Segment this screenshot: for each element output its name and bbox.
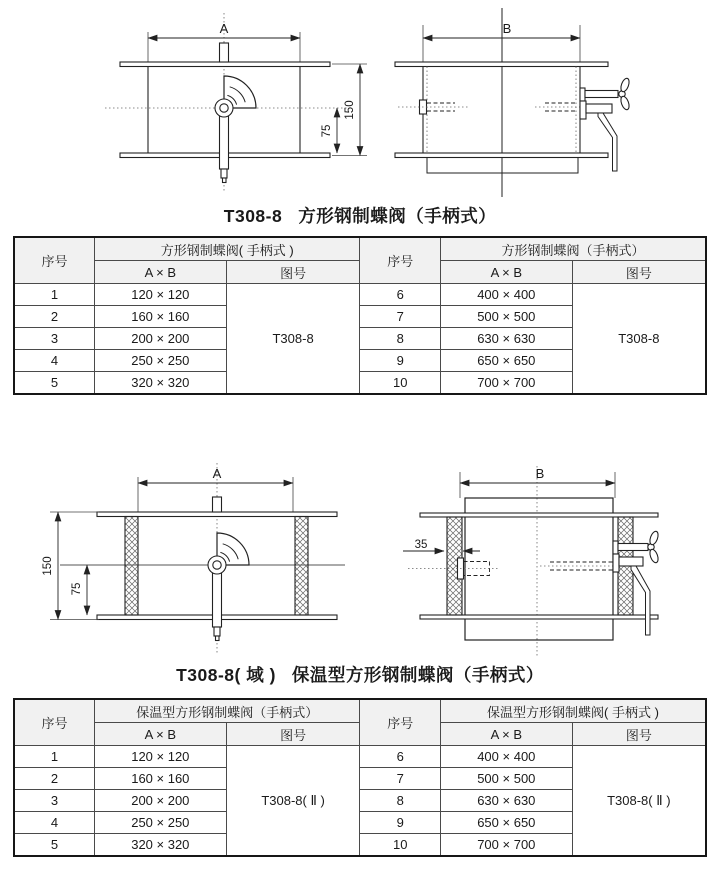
dimension-label-75: 75 xyxy=(71,582,83,596)
seq-cell: 7 xyxy=(360,306,440,328)
seq-header: 序号 xyxy=(360,699,440,746)
size-table-insulated xyxy=(13,698,707,857)
insulated-valve-drawings xyxy=(0,458,720,663)
group-header: 保温型方形钢制蝶阀( 手柄式 ) xyxy=(440,699,706,723)
dimension-label-150: 150 xyxy=(42,556,54,576)
dimension-label-b: B xyxy=(502,21,512,36)
size-header: A × B xyxy=(440,723,572,746)
model-code: T308-8 xyxy=(223,206,283,226)
size-cell: 630 × 630 xyxy=(440,790,572,812)
seq-header: 序号 xyxy=(14,699,94,746)
size-cell: 160 × 160 xyxy=(94,768,226,790)
size-cell: 120 × 120 xyxy=(94,284,226,306)
group-header: 保温型方形钢制蝶阀（手柄式） xyxy=(94,699,360,723)
figure-cell: T308-8 xyxy=(226,284,360,395)
figure-header: 图号 xyxy=(572,723,706,746)
size-cell: 400 × 400 xyxy=(440,284,572,306)
size-header: A × B xyxy=(94,723,226,746)
size-header: A × B xyxy=(440,261,572,284)
seq-cell: 10 xyxy=(360,372,440,395)
insulated-valve-side-view xyxy=(403,466,660,658)
seq-cell: 1 xyxy=(14,746,94,768)
insulated-valve-front-view xyxy=(42,463,345,653)
model-code: T308-8( 域 ) xyxy=(176,665,276,685)
size-cell: 500 × 500 xyxy=(440,306,572,328)
size-cell: 400 × 400 xyxy=(440,746,572,768)
seq-cell: 9 xyxy=(360,812,440,834)
seq-cell: 5 xyxy=(14,372,94,395)
figure-header: 图号 xyxy=(572,261,706,284)
drawing-title-plain xyxy=(0,203,720,228)
size-cell: 700 × 700 xyxy=(440,372,572,395)
model-name: 保温型方形钢制蝶阀（手柄式） xyxy=(291,665,544,685)
group-header: 方形钢制蝶阀（手柄式） xyxy=(440,237,706,261)
seq-cell: 6 xyxy=(360,746,440,768)
side-handle-lever xyxy=(631,566,650,635)
wing-nut xyxy=(648,530,660,564)
plain-valve-side-view xyxy=(395,8,631,197)
seq-cell: 2 xyxy=(14,306,94,328)
group-header: 方形钢制蝶阀( 手柄式 ) xyxy=(94,237,360,261)
figure-header: 图号 xyxy=(226,261,360,284)
seq-cell: 3 xyxy=(14,328,94,350)
size-cell: 700 × 700 xyxy=(440,834,572,857)
size-cell: 320 × 320 xyxy=(94,372,226,395)
dimension-label-b: B xyxy=(535,466,545,481)
size-cell: 650 × 650 xyxy=(440,812,572,834)
seq-cell: 6 xyxy=(360,284,440,306)
size-cell: 200 × 200 xyxy=(94,328,226,350)
dimension-label-150: 150 xyxy=(344,100,356,120)
side-handle-lever xyxy=(598,113,617,171)
seq-cell: 10 xyxy=(360,834,440,857)
size-header: A × B xyxy=(94,261,226,284)
wing-nut xyxy=(619,77,631,111)
figure-cell: T308-8 xyxy=(572,284,706,395)
plain-valve-drawings xyxy=(0,5,720,203)
size-cell: 250 × 250 xyxy=(94,350,226,372)
seq-cell: 1 xyxy=(14,284,94,306)
size-cell: 120 × 120 xyxy=(94,746,226,768)
dimension-label-a: A xyxy=(212,466,222,481)
seq-header: 序号 xyxy=(14,237,94,284)
insulation-wall xyxy=(295,517,308,616)
plain-valve-front-view xyxy=(105,13,367,191)
seq-cell: 3 xyxy=(14,790,94,812)
seq-header: 序号 xyxy=(360,237,440,284)
seq-cell: 8 xyxy=(360,790,440,812)
figure-header: 图号 xyxy=(226,723,360,746)
figure-cell: T308-8( Ⅱ ) xyxy=(226,746,360,857)
size-cell: 160 × 160 xyxy=(94,306,226,328)
seq-cell: 4 xyxy=(14,350,94,372)
size-cell: 250 × 250 xyxy=(94,812,226,834)
seq-cell: 2 xyxy=(14,768,94,790)
seq-cell: 8 xyxy=(360,328,440,350)
model-name: 方形钢制蝶阀（手柄式） xyxy=(298,206,497,226)
size-cell: 200 × 200 xyxy=(94,790,226,812)
figure-cell: T308-8( Ⅱ ) xyxy=(572,746,706,857)
table-row xyxy=(14,746,706,768)
drawing-title-insulated xyxy=(0,662,720,687)
dimension-label-75: 75 xyxy=(321,124,333,138)
table-row xyxy=(14,284,706,306)
insulation-wall xyxy=(125,517,138,616)
size-cell: 650 × 650 xyxy=(440,350,572,372)
seq-cell: 5 xyxy=(14,834,94,857)
size-cell: 630 × 630 xyxy=(440,328,572,350)
seq-cell: 9 xyxy=(360,350,440,372)
size-table-plain xyxy=(13,236,707,395)
dimension-label-a: A xyxy=(219,21,229,36)
size-cell: 500 × 500 xyxy=(440,768,572,790)
seq-cell: 7 xyxy=(360,768,440,790)
size-cell: 320 × 320 xyxy=(94,834,226,857)
dimension-label-35: 35 xyxy=(414,539,428,551)
seq-cell: 4 xyxy=(14,812,94,834)
